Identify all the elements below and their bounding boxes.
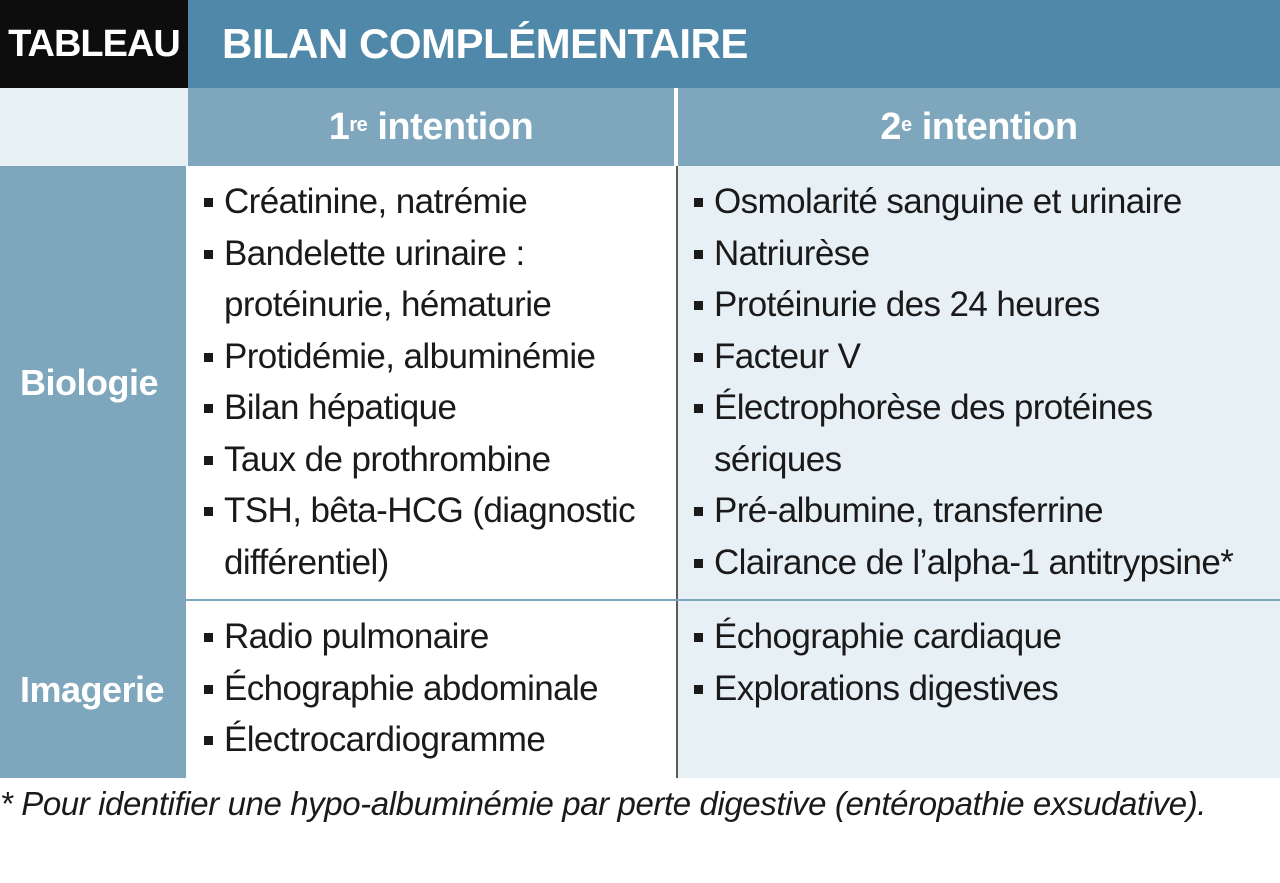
list-item-text: Créatinine, natrémie — [224, 182, 528, 221]
row-label-biologie: Biologie — [0, 166, 186, 599]
bullet-square-icon — [694, 685, 703, 694]
column-header-row — [0, 88, 1280, 166]
footnote: * Pour identifier une hypo-albuminémie par perte digestive (entéropathie exsudative). — [0, 785, 1207, 822]
bullet-square-icon — [204, 507, 213, 516]
list-item-text: Natriurèse — [714, 233, 870, 273]
column-header-word: intention — [911, 105, 1078, 148]
header-corner-cell — [0, 88, 188, 166]
bullet-square-icon — [204, 353, 213, 362]
bullet-square-icon — [204, 633, 213, 642]
column-header-ordinal: re — [349, 113, 368, 136]
table-title-bar — [0, 0, 1280, 88]
list-item — [694, 611, 1280, 663]
cell-biologie-second-intention — [676, 166, 1280, 599]
list-item — [204, 382, 676, 434]
bullet-square-icon — [204, 685, 213, 694]
bullet-square-icon — [204, 736, 213, 745]
list-item-text: Protidémie, albuminémie — [224, 336, 596, 376]
column-header-ordinal: e — [901, 113, 912, 136]
list-item-text: Électrocardiogramme — [224, 720, 546, 759]
bullet-square-icon — [694, 559, 703, 568]
list-item — [204, 331, 676, 383]
column-header-word: intention — [367, 105, 534, 148]
list-item-text: Échographie abdominale — [224, 668, 599, 708]
list-item — [204, 434, 676, 486]
list-item — [204, 611, 676, 663]
list-item — [694, 331, 1280, 383]
column-header-second-intention — [678, 88, 1280, 166]
list-item — [204, 663, 676, 715]
bullet-square-icon — [694, 404, 703, 413]
bullet-square-icon — [694, 250, 703, 259]
table-row-biologie — [0, 166, 1280, 599]
bullet-square-icon — [204, 404, 213, 413]
list-item — [694, 485, 1280, 537]
list-item-text: Radio pulmonaire — [224, 617, 489, 656]
list-item-text: sériques — [714, 439, 842, 479]
cell-imagerie-second-intention — [676, 601, 1280, 778]
list-item — [694, 382, 1280, 485]
bullet-square-icon — [694, 633, 703, 642]
cell-biologie-first-intention — [186, 166, 676, 599]
list-item-text: Taux de prothrombine — [224, 439, 551, 479]
list-item — [694, 176, 1280, 228]
column-header-number: 1 — [328, 105, 350, 148]
list-item-text: Bandelette urinaire : — [224, 233, 525, 273]
list-item-text: Facteur V — [714, 336, 861, 376]
column-header-number: 2 — [880, 105, 902, 148]
list-item — [694, 663, 1280, 715]
list-item — [694, 537, 1280, 589]
list-item-text: Électrophorèse des protéines — [714, 388, 1153, 427]
list-item-text: Bilan hépatique — [224, 388, 457, 427]
bullet-square-icon — [694, 301, 703, 310]
bullet-square-icon — [204, 250, 213, 259]
row-label-imagerie: Imagerie — [0, 601, 186, 778]
list-item-text: Échographie cardiaque — [714, 617, 1062, 656]
bullet-square-icon — [694, 198, 703, 207]
cell-imagerie-first-intention — [186, 601, 676, 778]
list-item — [204, 228, 676, 331]
list-item-text: Protéinurie des 24 heures — [714, 285, 1100, 324]
list-item-text: Clairance de l’alpha-1 antitrypsine* — [714, 542, 1234, 582]
bullet-square-icon — [694, 507, 703, 516]
bullet-square-icon — [204, 198, 213, 207]
table-row-imagerie — [0, 599, 1280, 778]
table-tag: TABLEAU — [0, 0, 188, 88]
list-item-text: TSH, bêta-HCG (diagnostic — [224, 491, 635, 530]
list-item-text: protéinurie, hématurie — [224, 285, 552, 324]
list-item — [204, 176, 676, 228]
table-title: BILAN COMPLÉMENTAIRE — [188, 0, 1280, 88]
list-item — [694, 279, 1280, 331]
column-header-first-intention — [188, 88, 674, 166]
bullet-square-icon — [694, 353, 703, 362]
list-item — [204, 485, 676, 588]
list-item-text: différentiel) — [224, 542, 389, 582]
list-item — [694, 228, 1280, 280]
list-item-text: Explorations digestives — [714, 668, 1059, 708]
list-item-text: Osmolarité sanguine et urinaire — [714, 182, 1182, 221]
list-item — [204, 714, 676, 766]
list-item-text: Pré-albumine, transferrine — [714, 491, 1104, 530]
bullet-square-icon — [204, 456, 213, 465]
